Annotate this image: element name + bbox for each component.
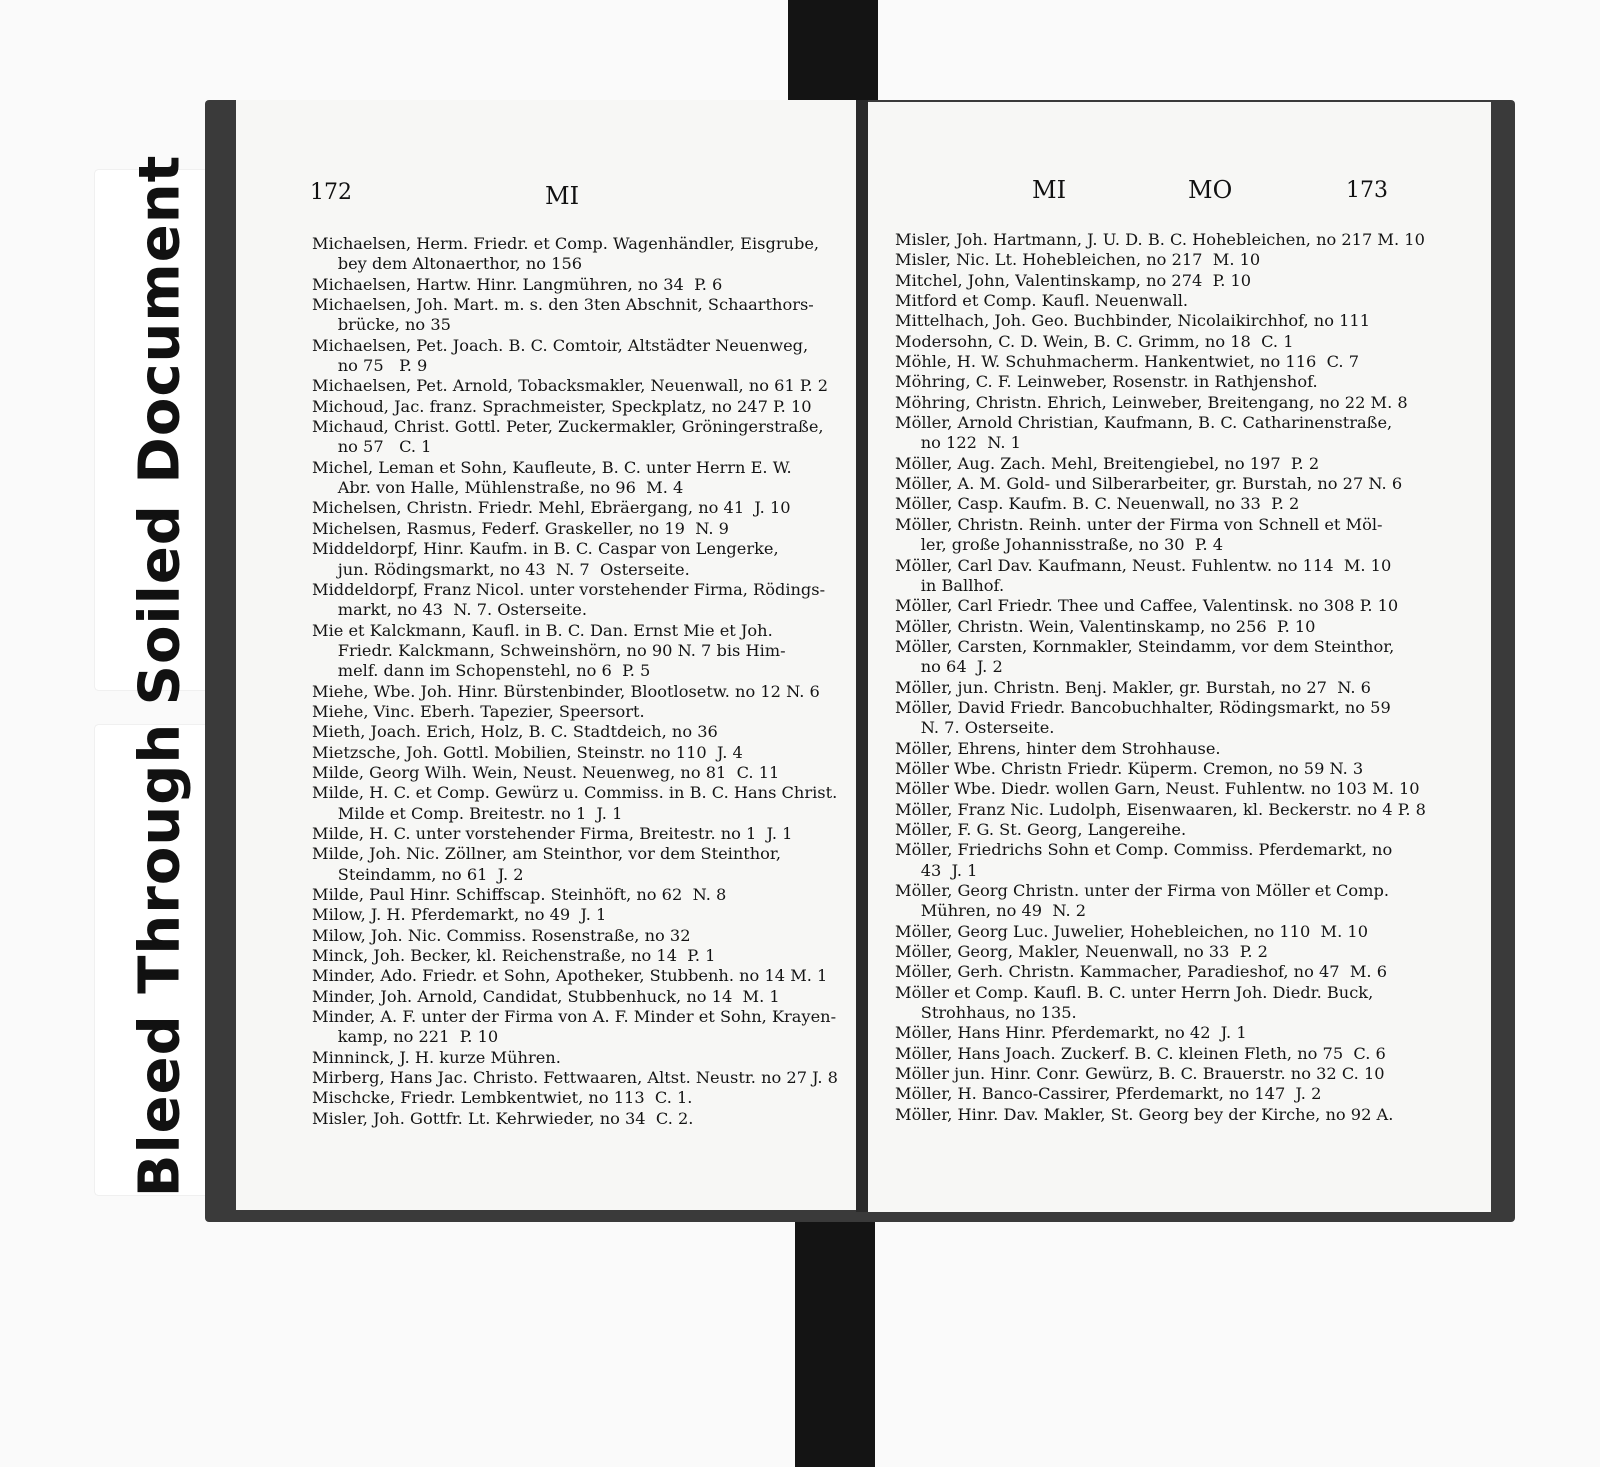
left-page-number: 172 xyxy=(310,180,352,205)
directory-entry-line: Modersohn, C. D. Wein, B. C. Grimm, no 18 C. 1 xyxy=(895,331,1294,351)
directory-entry-line: Möller, H. Banco-Cassirer, Pferdemarkt, no 147 J. 2 xyxy=(895,1084,1322,1104)
left-page-heading: MI xyxy=(545,182,580,210)
directory-entry-line: no 75 P. 9 xyxy=(312,356,428,376)
directory-entry-line: Milde, Paul Hinr. Schiffscap. Steinhöft, no 62 N. 8 xyxy=(312,885,727,904)
directory-entry-line: no 57 C. 1 xyxy=(312,437,432,457)
directory-entry-line: Michaelsen, Pet. Joach. B. C. Comtoir, Altstädter Neuenweg, xyxy=(312,335,809,355)
directory-entry-line: Möller, Franz Nic. Ludolph, Eisenwaaren, kl. Beckerstr. no 4 P. 8 xyxy=(895,799,1426,819)
directory-entry-line: Möller Wbe. Christn Friedr. Küperm. Cremon, no 59 N. 3 xyxy=(895,758,1364,778)
directory-entry-line: Milde, H. C. unter vorstehender Firma, Breitestr. no 1 J. 1 xyxy=(312,823,793,843)
directory-entry-line: Möller, Carl Friedr. Thee und Caffee, Valentinsk. no 308 P. 10 xyxy=(895,596,1399,616)
directory-entry-line: Möller, jun. Christn. Benj. Makler, gr. Burstah, no 27 N. 6 xyxy=(895,677,1371,697)
directory-entry-line: Michelsen, Christn. Friedr. Mehl, Ebräergang, no 41 J. 10 xyxy=(312,498,791,518)
directory-entry-line: Milow, Joh. Nic. Commiss. Rosenstraße, no 32 xyxy=(312,925,691,945)
directory-entry-line: markt, no 43 N. 7. Osterseite. xyxy=(312,600,587,620)
directory-entry-line: Möller, Aug. Zach. Mehl, Breitengiebel, no 197 P. 2 xyxy=(895,453,1320,473)
directory-entry-line: Möller Wbe. Diedr. wollen Garn, Neust. Fuhlentw. no 103 M. 10 xyxy=(895,779,1420,799)
directory-entry-line: Middeldorpf, Franz Nicol. unter vorstehender Firma, Rödings- xyxy=(312,579,826,599)
directory-entry-line: Möller, Christn. Wein, Valentinskamp, no 256 P. 10 xyxy=(895,616,1316,636)
directory-entry-line: Michaelsen, Herm. Friedr. et Comp. Wagenhändler, Eisgrube, xyxy=(312,234,820,253)
directory-entry-line: Michaelsen, Joh. Mart. m. s. den 3ten Abschnit, Schaarthors- xyxy=(312,295,814,315)
directory-entry-line: Minder, A. F. unter der Firma von A. F. Minder et Sohn, Krayen- xyxy=(312,1007,837,1027)
directory-entry-line: Mischcke, Friedr. Lembkentwiet, no 113 C. 1. xyxy=(312,1088,693,1108)
directory-entry-line: Möller, Hans Joach. Zuckerf. B. C. kleinen Fleth, no 75 C. 6 xyxy=(895,1043,1386,1063)
left-page-entries xyxy=(312,234,852,1129)
directory-entry-line: Möller, Ehrens, hinter dem Strohhause. xyxy=(895,738,1221,758)
directory-entry-line: Möller, F. G. St. Georg, Langereihe. xyxy=(895,819,1187,839)
book-gutter xyxy=(856,100,868,1212)
directory-entry-line: Strohhaus, no 135. xyxy=(895,1003,1077,1023)
directory-entry-line: ler, große Johannisstraße, no 30 P. 4 xyxy=(895,535,1224,555)
directory-entry-line: Mittelhach, Joh. Geo. Buchbinder, Nicolaikirchhof, no 111 xyxy=(895,311,1371,331)
directory-entry-line: Möller, Casp. Kaufm. B. C. Neuenwall, no 33 P. 2 xyxy=(895,494,1300,514)
right-page-heading-mi: MI xyxy=(1032,176,1067,204)
directory-entry-line: jun. Rödingsmarkt, no 43 N. 7 Osterseite. xyxy=(312,559,690,579)
directory-entry-line: Minck, Joh. Becker, kl. Reichenstraße, no 14 P. 1 xyxy=(312,946,716,966)
directory-entry-line: Möller, David Friedr. Bancobuchhalter, Rödingsmarkt, no 59 xyxy=(895,697,1391,717)
directory-entry-line: Mie et Kalckmann, Kaufl. in B. C. Dan. Ernst Mie et Joh. xyxy=(312,620,773,640)
directory-entry-line: Möller, Georg Christn. unter der Firma von Möller et Comp. xyxy=(895,881,1390,900)
directory-entry-line: kamp, no 221 P. 10 xyxy=(312,1027,499,1047)
directory-entry-line: Möhle, H. W. Schuhmacherm. Hankentwiet, no 116 C. 7 xyxy=(895,352,1360,372)
directory-entry-line: Misler, Joh. Hartmann, J. U. D. B. C. Hohebleichen, no 217 M. 10 xyxy=(895,230,1425,249)
directory-entry-line: Möller, Gerh. Christn. Kammacher, Paradieshof, no 47 M. 6 xyxy=(895,962,1388,982)
directory-entry-line: Möller, Carsten, Kornmakler, Steindamm, vor dem Steinthor, xyxy=(895,636,1395,656)
directory-entry-line: Miehe, Vinc. Eberh. Tapezier, Speersort. xyxy=(312,701,645,721)
directory-entry-line: Möller, Christn. Reinh. unter der Firma von Schnell et Möl- xyxy=(895,514,1383,534)
soiled-document-label-text: Soiled Document xyxy=(127,154,193,706)
directory-entry-line: Milde, Joh. Nic. Zöllner, am Steinthor, vor dem Steinthor, xyxy=(312,844,782,864)
directory-entry-line: Misler, Joh. Gottfr. Lt. Kehrwieder, no 34 C. 2. xyxy=(312,1108,694,1128)
directory-entry-line: Michaud, Christ. Gottl. Peter, Zuckermakler, Gröningerstraße, xyxy=(312,417,824,437)
directory-entry-line: Mieth, Joach. Erich, Holz, B. C. Stadtdeich, no 36 xyxy=(312,722,718,742)
directory-entry-line: in Ballhof. xyxy=(895,575,1005,595)
directory-entry-line: Milde, H. C. et Comp. Gewürz u. Commiss. in B. C. Hans Christ. xyxy=(312,783,838,803)
directory-entry-line: Miehe, Wbe. Joh. Hinr. Bürstenbinder, Blootlosetw. no 12 N. 6 xyxy=(312,681,820,701)
directory-entry-line: Möller, Georg, Makler, Neuenwall, no 33 P. 2 xyxy=(895,942,1268,962)
directory-entry-line: Abr. von Halle, Mühlenstraße, no 96 M. 4 xyxy=(312,478,684,498)
directory-entry-line: Michaelsen, Hartw. Hinr. Langmühren, no 34 P. 6 xyxy=(312,274,723,294)
directory-entry-line: Möller et Comp. Kaufl. B. C. unter Herrn Joh. Diedr. Buck, xyxy=(895,982,1374,1002)
directory-entry-line: Minder, Ado. Friedr. et Sohn, Apotheker, Stubbenh. no 14 M. 1 xyxy=(312,966,828,986)
directory-entry-line: no 122 N. 1 xyxy=(895,433,1021,453)
directory-entry-line: brücke, no 35 xyxy=(312,315,451,335)
directory-entry-line: Möller, Arnold Christian, Kaufmann, B. C. Catharinenstraße, xyxy=(895,413,1393,433)
directory-entry-line: Milde, Georg Wilh. Wein, Neust. Neuenweg, no 81 C. 11 xyxy=(312,762,780,782)
directory-entry-line: Möller, Friedrichs Sohn et Comp. Commiss. Pferdemarkt, no xyxy=(895,840,1393,860)
directory-entry-line: Milow, J. H. Pferdemarkt, no 49 J. 1 xyxy=(312,905,607,925)
right-page-number: 173 xyxy=(1346,178,1388,203)
right-page-entries xyxy=(895,230,1475,1125)
background-strip-bottom xyxy=(795,1210,875,1467)
directory-entry-line: Michoud, Jac. franz. Sprachmeister, Speckplatz, no 247 P. 10 xyxy=(312,396,812,416)
directory-entry-line: no 64 J. 2 xyxy=(895,657,1003,677)
directory-entry-line: Möller, A. M. Gold- und Silberarbeiter, gr. Burstah, no 27 N. 6 xyxy=(895,474,1403,494)
directory-entry-line: Mietzsche, Joh. Gottl. Mobilien, Steinstr. no 110 J. 4 xyxy=(312,742,743,762)
directory-entry-line: Steindamm, no 61 J. 2 xyxy=(312,864,524,884)
directory-entry-line: Mirberg, Hans Jac. Christo. Fettwaaren, Altst. Neustr. no 27 J. 8 xyxy=(312,1068,838,1088)
directory-entry-line: Möller, Hans Hinr. Pferdemarkt, no 42 J. 1 xyxy=(895,1023,1247,1043)
directory-entry-line: Friedr. Kalckmann, Schweinshörn, no 90 N. 7 bis Him- xyxy=(312,640,786,660)
directory-entry-line: Mitchel, John, Valentinskamp, no 274 P. 10 xyxy=(895,270,1252,290)
right-page-heading-mo: MO xyxy=(1188,176,1233,204)
directory-entry-line: N. 7. Osterseite. xyxy=(895,718,1055,738)
directory-entry-line: Möller, Carl Dav. Kaufmann, Neust. Fuhlentw. no 114 M. 10 xyxy=(895,555,1392,575)
directory-entry-line: Mitford et Comp. Kaufl. Neuenwall. xyxy=(895,291,1189,311)
directory-entry-line: melf. dann im Schopenstehl, no 6 P. 5 xyxy=(312,661,651,681)
directory-entry-line: Minder, Joh. Arnold, Candidat, Stubbenhuck, no 14 M. 1 xyxy=(312,986,780,1006)
bleed-through-label-text: Bleed Through xyxy=(127,722,193,1198)
directory-entry-line: Möhring, Christn. Ehrich, Leinweber, Breitengang, no 22 M. 8 xyxy=(895,392,1408,412)
directory-entry-line: Möller jun. Hinr. Conr. Gewürz, B. C. Brauerstr. no 32 C. 10 xyxy=(895,1064,1385,1084)
directory-entry-line: Michelsen, Rasmus, Federf. Graskeller, no 19 N. 9 xyxy=(312,518,729,538)
directory-entry-line: Middeldorpf, Hinr. Kaufm. in B. C. Caspar von Lengerke, xyxy=(312,539,779,559)
directory-entry-line: Milde et Comp. Breitestr. no 1 J. 1 xyxy=(312,803,623,823)
directory-entry-line: Misler, Nic. Lt. Hohebleichen, no 217 M. 10 xyxy=(895,250,1261,270)
directory-entry-line: Mühren, no 49 N. 2 xyxy=(895,901,1087,921)
directory-entry-line: Michel, Leman et Sohn, Kaufleute, B. C. unter Herrn E. W. xyxy=(312,457,792,477)
directory-entry-line: 43 J. 1 xyxy=(895,860,978,880)
directory-entry-line: Möhring, C. F. Leinweber, Rosenstr. in Rathjenshof. xyxy=(895,372,1318,392)
directory-entry-line: bey dem Altonaerthor, no 156 xyxy=(312,254,583,274)
directory-entry-line: Möller, Hinr. Dav. Makler, St. Georg bey der Kirche, no 92 A. xyxy=(895,1104,1394,1124)
directory-entry-line: Michaelsen, Pet. Arnold, Tobacksmakler, Neuenwall, no 61 P. 2 xyxy=(312,376,829,396)
directory-entry-line: Minninck, J. H. kurze Mühren. xyxy=(312,1047,561,1067)
directory-entry-line: Möller, Georg Luc. Juwelier, Hohebleichen, no 110 M. 10 xyxy=(895,921,1368,941)
